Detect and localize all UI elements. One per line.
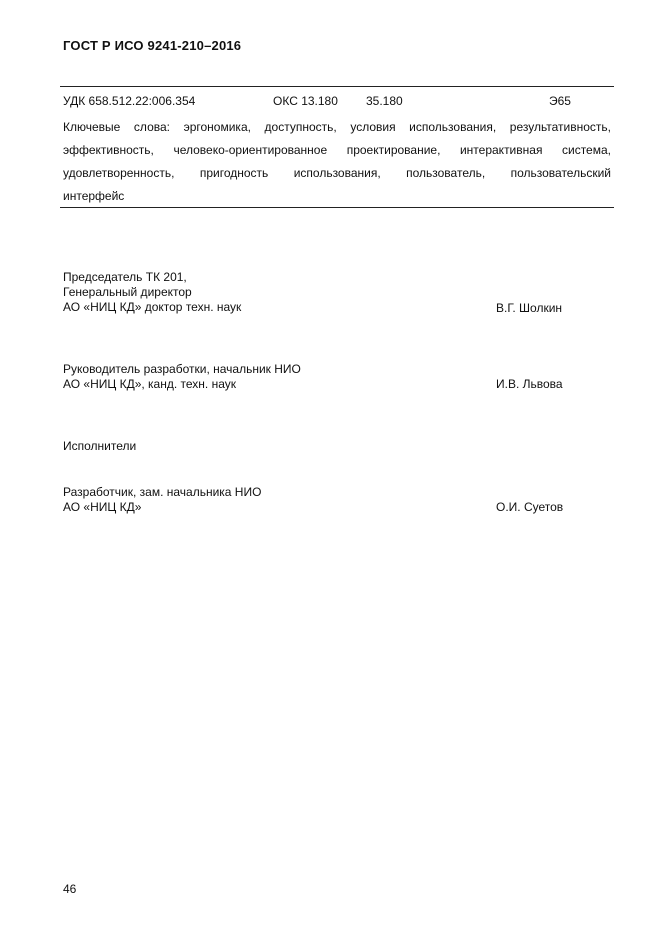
signatory-name: О.И. Суетов (496, 500, 564, 514)
keywords-line: эффективность, человеко-ориентированное проектирование, интерактивная система, (63, 143, 611, 157)
keywords-block (63, 116, 611, 208)
signatory-name: В.Г. Шолкин (496, 301, 563, 315)
signature-line: Руководитель разработки, начальник НИО (63, 362, 301, 376)
signature-block-chairman (63, 270, 241, 315)
signature-line: Генеральный директор (63, 285, 192, 299)
signature-block-head (63, 362, 301, 392)
signature-line: Председатель ТК 201, (63, 270, 187, 284)
executors-heading: Исполнители (63, 439, 137, 453)
udk-code: УДК 658.512.22:006.354 (63, 94, 196, 108)
document-standard-title: ГОСТ Р ИСО 9241-210–2016 (63, 38, 242, 53)
oks-code: ОКС 13.180 (273, 94, 338, 108)
signature-line: АО «НИЦ КД», канд. техн. наук (63, 377, 237, 391)
top-divider (60, 86, 614, 87)
signature-line: АО «НИЦ КД» (63, 500, 142, 514)
keywords-line: удовлетворенность, пригодность использования, пользователь, пользовательский (63, 166, 611, 180)
bottom-divider (60, 207, 614, 208)
keywords-line: Ключевые слова: эргономика, доступность, условия использования, результативность, (63, 120, 611, 134)
classification-code: Э65 (549, 94, 571, 108)
page-number: 46 (63, 882, 77, 896)
signatory-name: И.В. Львова (496, 377, 563, 391)
keywords-line: интерфейс (63, 189, 125, 203)
signature-line: АО «НИЦ КД» доктор техн. наук (63, 300, 242, 314)
oks-code-secondary: 35.180 (366, 94, 403, 108)
signature-line: Разработчик, зам. начальника НИО (63, 485, 262, 499)
signature-block-developer (63, 485, 261, 515)
